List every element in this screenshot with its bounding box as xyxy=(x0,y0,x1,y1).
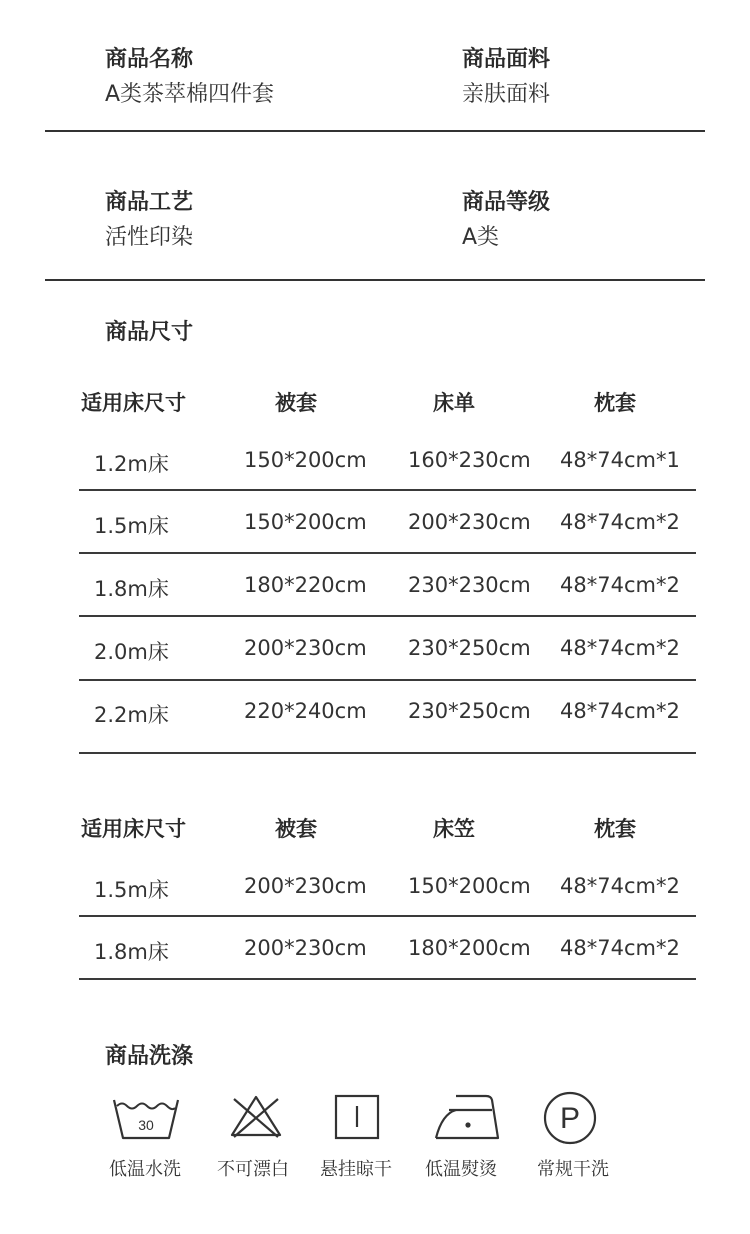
table-cell: 48*74cm*2 xyxy=(560,573,680,597)
table-header: 被套 xyxy=(275,817,317,841)
table-cell: 200*230cm xyxy=(244,936,367,960)
table-cell: 230*250cm xyxy=(408,636,531,660)
care-label: 悬挂晾干 xyxy=(320,1159,392,1180)
care-label: 不可漂白 xyxy=(217,1159,289,1180)
care-label: 低温水洗 xyxy=(109,1159,181,1180)
row-divider xyxy=(79,978,696,980)
wash-tub-30-icon xyxy=(112,1096,180,1142)
table-cell: 230*250cm xyxy=(408,699,531,723)
product-fabric-value: 亲肤面料 xyxy=(462,82,551,107)
table-cell: 150*200cm xyxy=(408,874,531,898)
product-grade-value: A类 xyxy=(462,225,500,250)
table-cell: 220*240cm xyxy=(244,699,367,723)
product-name-label: 商品名称 xyxy=(105,47,194,72)
table-header: 被套 xyxy=(275,391,317,415)
product-craft-value: 活性印染 xyxy=(105,225,194,250)
dry-clean-p-icon xyxy=(542,1090,598,1146)
wash-temperature: 30 xyxy=(138,1117,154,1133)
table-header: 床单 xyxy=(433,391,475,415)
table-cell: 230*230cm xyxy=(408,573,531,597)
table-cell: 48*74cm*2 xyxy=(560,936,680,960)
table-cell: 48*74cm*2 xyxy=(560,874,680,898)
care-label: 常规干洗 xyxy=(537,1159,609,1180)
table-cell: 1.5m床 xyxy=(94,878,169,902)
no-bleach-icon xyxy=(228,1093,284,1139)
table-cell: 200*230cm xyxy=(244,636,367,660)
size-section-title: 商品尺寸 xyxy=(105,320,194,345)
table-cell: 1.8m床 xyxy=(94,940,169,964)
table-cell: 1.5m床 xyxy=(94,514,169,538)
table-cell: 180*200cm xyxy=(408,936,531,960)
divider xyxy=(45,130,705,132)
product-craft-label: 商品工艺 xyxy=(105,190,194,215)
table-header: 枕套 xyxy=(594,391,636,415)
row-divider xyxy=(79,552,696,554)
table-cell: 48*74cm*1 xyxy=(560,448,680,472)
table-header: 适用床尺寸 xyxy=(81,391,186,415)
table-cell: 1.8m床 xyxy=(94,577,169,601)
row-divider xyxy=(79,915,696,917)
table-cell: 48*74cm*2 xyxy=(560,636,680,660)
table-header: 床笠 xyxy=(433,817,475,841)
row-divider xyxy=(79,752,696,754)
table-cell: 2.2m床 xyxy=(94,703,169,727)
product-name-value: A类茶萃棉四件套 xyxy=(105,82,275,107)
table-cell: 48*74cm*2 xyxy=(560,510,680,534)
table-cell: 2.0m床 xyxy=(94,640,169,664)
product-fabric-label: 商品面料 xyxy=(462,47,551,72)
row-divider xyxy=(79,615,696,617)
table-cell: 150*200cm xyxy=(244,448,367,472)
divider xyxy=(45,279,705,281)
table-cell: 200*230cm xyxy=(244,874,367,898)
table-header: 适用床尺寸 xyxy=(81,817,186,841)
care-label: 低温熨烫 xyxy=(425,1159,497,1180)
product-grade-label: 商品等级 xyxy=(462,190,551,215)
table-cell: 180*220cm xyxy=(244,573,367,597)
dry-clean-letter: P xyxy=(559,1102,581,1135)
hang-dry-icon xyxy=(334,1094,380,1140)
low-iron-icon xyxy=(434,1094,500,1140)
table-cell: 1.2m床 xyxy=(94,452,169,476)
table-cell: 160*230cm xyxy=(408,448,531,472)
table-cell: 48*74cm*2 xyxy=(560,699,680,723)
table-cell: 150*200cm xyxy=(244,510,367,534)
wash-section-title: 商品洗涤 xyxy=(105,1044,194,1069)
table-cell: 200*230cm xyxy=(408,510,531,534)
row-divider xyxy=(79,489,696,491)
table-header: 枕套 xyxy=(594,817,636,841)
row-divider xyxy=(79,679,696,681)
